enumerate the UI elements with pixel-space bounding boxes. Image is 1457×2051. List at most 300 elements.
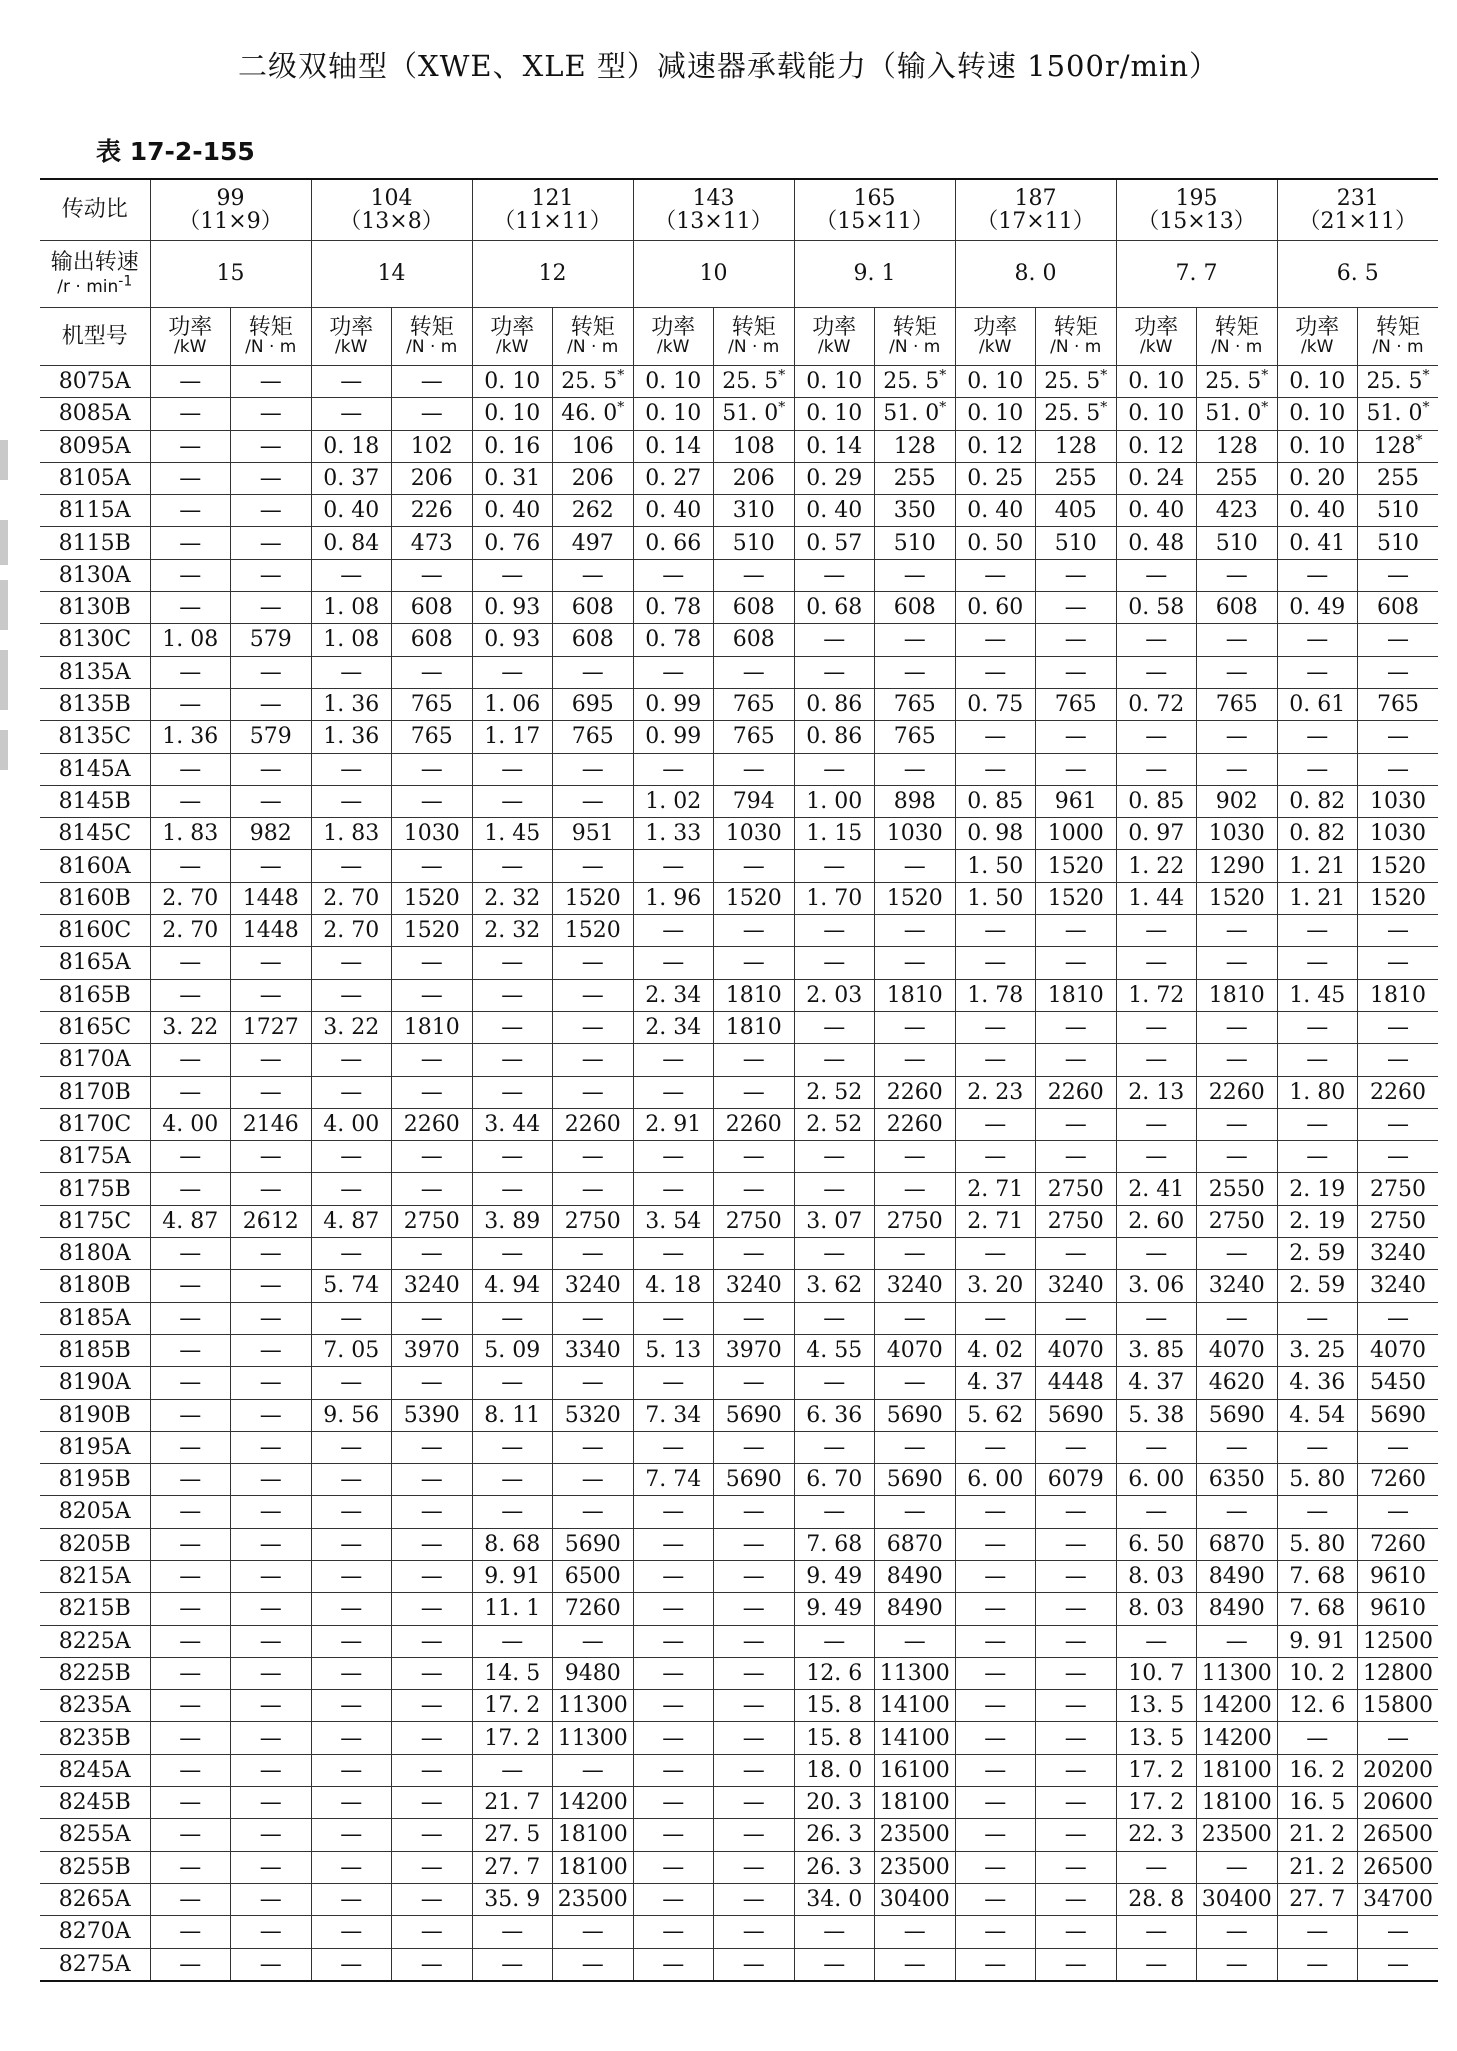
torque-label: 转矩 [409,315,454,341]
torque-value-cell: — [1036,721,1117,753]
torque-value-cell: — [231,1238,312,1270]
speed-unit-exponent: -1 [118,273,133,290]
table-row [40,1141,1438,1173]
torque-value-cell: — [231,1528,312,1560]
torque-value-cell: 1520 [392,882,473,914]
torque-value-cell: 2260 [875,1076,956,1108]
ratio-header-row [40,179,1438,241]
power-value-cell: — [311,1851,392,1883]
torque-value-cell: 11300 [553,1722,634,1754]
power-value-cell: — [1116,1431,1197,1463]
torque-value-cell: — [1036,1883,1117,1915]
torque-value-cell: 18100 [875,1787,956,1819]
power-value-cell: 0. 84 [311,527,392,559]
torque-unit: /N · m [567,337,619,358]
torque-value-cell: 2750 [392,1205,473,1237]
power-value-cell: 2. 52 [794,1108,875,1140]
torque-value-cell: — [553,753,634,785]
torque-value-cell: 6350 [1197,1464,1278,1496]
torque-value-cell: — [231,1173,312,1205]
power-value-cell: 2. 32 [472,915,553,947]
torque-value-cell: — [392,1464,473,1496]
model-number-cell: 8180B [40,1270,150,1302]
ratio-value: 187 [1014,185,1057,211]
power-value-cell: 1. 96 [633,882,714,914]
torque-value-cell: 12800 [1358,1657,1439,1689]
torque-value-cell: 8490 [1197,1593,1278,1625]
torque-value-cell: — [231,1690,312,1722]
power-value-cell: — [955,1657,1036,1689]
power-value-cell: 4. 94 [472,1270,553,1302]
torque-value-cell: — [875,559,956,591]
torque-value-cell: 255 [1197,462,1278,494]
table-number: 表 17-2-155 [96,137,255,166]
power-value-cell: 2. 60 [1116,1205,1197,1237]
torque-value-cell: — [231,1625,312,1657]
torque-value-cell: — [231,527,312,559]
power-value-cell: — [633,1173,714,1205]
power-value-cell: — [633,1819,714,1851]
torque-value-cell: 2260 [1197,1076,1278,1108]
torque-value-cell: 2750 [1036,1173,1117,1205]
page-edge-mark [0,730,8,770]
power-value-cell: — [955,753,1036,785]
power-value-cell: 4. 54 [1277,1399,1358,1431]
torque-value-cell: — [875,1141,956,1173]
ratio-value: 165 [853,185,896,211]
power-value-cell: 1. 15 [794,818,875,850]
torque-value-cell: 25. 5* [1358,366,1439,398]
power-value-cell: — [955,1722,1036,1754]
torque-label: 转矩 [570,315,615,341]
torque-value-cell: — [714,850,795,882]
torque-value-cell: — [875,624,956,656]
power-unit: /kW [1140,337,1173,358]
power-value-cell: 0. 37 [311,462,392,494]
power-value-cell: 1. 36 [311,688,392,720]
power-value-cell: — [1116,1851,1197,1883]
power-value-cell: 0. 58 [1116,592,1197,624]
model-number-cell: 8075A [40,366,150,398]
power-value-cell: 1. 08 [311,592,392,624]
table-row [40,1560,1438,1592]
power-value-cell: 13. 5 [1116,1690,1197,1722]
power-value-cell: 0. 16 [472,430,553,462]
torque-value-cell: 765 [392,688,473,720]
power-value-cell: — [794,1141,875,1173]
torque-value-cell: — [1036,1496,1117,1528]
power-value-cell: 2. 70 [150,882,231,914]
model-number-cell: 8145A [40,753,150,785]
torque-value-cell: 2260 [553,1108,634,1140]
power-value-cell: 0. 68 [794,592,875,624]
power-value-cell: 7. 68 [1277,1593,1358,1625]
ratio-value: 99 [216,185,245,211]
power-value-cell: 2. 70 [150,915,231,947]
torque-value-cell: — [553,1625,634,1657]
power-unit: /kW [496,337,529,358]
power-value-cell: — [1277,1916,1358,1948]
torque-value-cell: — [1197,947,1278,979]
torque-value-cell: 30400 [875,1883,956,1915]
power-value-cell: — [955,1625,1036,1657]
page-title: 二级双轴型（XWE、XLE 型）减速器承载能力（输入转速 1500r/min） [237,49,1220,83]
torque-value-cell: 3240 [553,1270,634,1302]
torque-value-cell: 1030 [392,818,473,850]
model-number-cell: 8135A [40,656,150,688]
torque-value-cell: — [714,1238,795,1270]
power-value-cell: — [1277,1044,1358,1076]
power-value-cell: — [1277,1496,1358,1528]
ratio-value: 231 [1336,185,1379,211]
torque-value-cell: — [1036,1819,1117,1851]
torque-value-cell: — [231,753,312,785]
torque-value-cell: 765 [1358,688,1439,720]
torque-value-cell: — [714,1528,795,1560]
model-number-cell: 8130A [40,559,150,591]
ratio-header-cell [633,179,794,241]
torque-value-cell: 206 [714,462,795,494]
power-value-cell: — [472,1302,553,1334]
table-row [40,1431,1438,1463]
table-row [40,1076,1438,1108]
power-value-cell: — [1116,1141,1197,1173]
power-label: 功率 [168,315,213,341]
torque-value-cell: 5690 [875,1399,956,1431]
power-value-cell: 0. 10 [794,398,875,430]
table-row [40,1334,1438,1366]
torque-value-cell: 23500 [875,1851,956,1883]
power-value-cell: 10. 7 [1116,1657,1197,1689]
torque-value-cell: 8490 [1197,1560,1278,1592]
power-value-cell: 0. 18 [311,430,392,462]
power-value-cell: 1. 22 [1116,850,1197,882]
torque-value-cell: 6870 [875,1528,956,1560]
torque-value-cell: — [231,1464,312,1496]
power-value-cell: — [150,1948,231,1981]
power-value-cell: — [955,1690,1036,1722]
torque-value-cell: — [1197,1108,1278,1140]
torque-value-cell: — [392,559,473,591]
torque-value-cell: — [1197,721,1278,753]
torque-value-cell: 579 [231,624,312,656]
power-value-cell: — [150,1431,231,1463]
table-row [40,1819,1438,1851]
torque-value-cell: — [1358,624,1439,656]
power-value-cell: — [955,1754,1036,1786]
torque-value-cell: — [392,1593,473,1625]
power-value-cell: — [311,1948,392,1981]
torque-value-cell: — [392,850,473,882]
power-value-cell: — [1277,1722,1358,1754]
power-value-cell: — [1116,656,1197,688]
power-value-cell: 9. 49 [794,1560,875,1592]
model-label: 机型号 [40,308,150,366]
model-number-cell: 8145B [40,785,150,817]
model-number-cell: 8235A [40,1690,150,1722]
power-value-cell: 0. 82 [1277,785,1358,817]
power-value-cell: 8. 03 [1116,1560,1197,1592]
torque-value-cell: 128 [1036,430,1117,462]
torque-label: 转矩 [248,315,293,341]
torque-value-cell: — [1197,1011,1278,1043]
torque-value-cell: 262 [553,495,634,527]
table-row [40,818,1438,850]
power-value-cell: — [150,1076,231,1108]
power-value-cell: — [955,1011,1036,1043]
table-row [40,1173,1438,1205]
unit-header-row [40,308,1438,366]
torque-value-cell: 51. 0* [714,398,795,430]
model-number-cell: 8195A [40,1431,150,1463]
power-value-cell: — [633,1560,714,1592]
power-value-cell: 0. 31 [472,462,553,494]
torque-value-cell: 2260 [392,1108,473,1140]
torque-value-cell: — [392,1948,473,1981]
power-value-cell: 12. 6 [1277,1690,1358,1722]
torque-value-cell: 982 [231,818,312,850]
torque-value-cell: — [1358,1496,1439,1528]
power-value-cell: 0. 41 [1277,527,1358,559]
torque-value-cell: — [553,1948,634,1981]
torque-value-cell: — [1358,753,1439,785]
output-speed-cell: 10 [633,241,794,308]
power-value-cell: 5. 13 [633,1334,714,1366]
power-value-cell: — [311,1076,392,1108]
table-row [40,462,1438,494]
power-value-cell: 0. 40 [633,495,714,527]
footnote-mark: * [1261,400,1269,417]
power-value-cell: 0. 99 [633,688,714,720]
ratio-header-cell [1277,179,1438,241]
power-value-cell: 0. 40 [955,495,1036,527]
power-unit: /kW [818,337,851,358]
output-speed-cell: 14 [311,241,472,308]
table-row [40,1916,1438,1948]
torque-value-cell: 18100 [553,1851,634,1883]
torque-value-cell: 11300 [1197,1657,1278,1689]
torque-value-cell: 18100 [1197,1787,1278,1819]
torque-value-cell: — [714,1722,795,1754]
power-value-cell: — [311,656,392,688]
torque-value-cell: — [392,1528,473,1560]
power-value-cell: — [794,1916,875,1948]
torque-value-cell: 255 [1036,462,1117,494]
power-value-cell: — [472,1011,553,1043]
power-value-cell: — [150,1722,231,1754]
power-value-cell: — [1277,1141,1358,1173]
power-value-cell: 0. 14 [794,430,875,462]
power-value-cell: — [1116,721,1197,753]
power-label: 功率 [973,315,1018,341]
torque-value-cell: 1810 [1197,979,1278,1011]
power-value-cell: — [472,1625,553,1657]
power-value-cell: — [311,1754,392,1786]
power-value-cell: — [311,1560,392,1592]
power-value-cell: — [472,1496,553,1528]
power-value-cell: 17. 2 [472,1722,553,1754]
power-value-cell: — [955,1238,1036,1270]
model-number-cell: 8225A [40,1625,150,1657]
power-value-cell: 2. 34 [633,979,714,1011]
power-value-cell: — [150,1173,231,1205]
power-value-cell: — [633,1916,714,1948]
torque-value-cell: 2260 [1036,1076,1117,1108]
torque-value-cell: 1810 [714,1011,795,1043]
torque-value-cell: — [875,1011,956,1043]
torque-value-cell: 2750 [714,1205,795,1237]
power-value-cell: 17. 2 [472,1690,553,1722]
torque-value-cell: 18100 [1197,1754,1278,1786]
torque-value-cell: — [553,850,634,882]
footnote-mark: * [617,367,625,384]
power-value-cell: 1. 33 [633,818,714,850]
torque-value-cell: — [392,1367,473,1399]
table-row [40,1625,1438,1657]
torque-value-cell: 8490 [875,1593,956,1625]
model-number-cell: 8115B [40,527,150,559]
power-value-cell: — [633,1948,714,1981]
torque-value-cell: — [875,1367,956,1399]
model-number-cell: 8215B [40,1593,150,1625]
table-row [40,1657,1438,1689]
power-value-cell: — [311,559,392,591]
torque-value-cell: — [714,947,795,979]
power-value-cell: 0. 48 [1116,527,1197,559]
power-value-cell: — [150,462,231,494]
torque-value-cell: — [231,1819,312,1851]
power-value-cell: 6. 70 [794,1464,875,1496]
power-value-cell: 7. 68 [1277,1560,1358,1592]
torque-value-cell: — [1036,592,1117,624]
power-value-cell: — [311,1722,392,1754]
torque-value-cell: 1520 [1358,882,1439,914]
torque-value-cell: — [231,1496,312,1528]
power-value-cell: 0. 93 [472,592,553,624]
power-value-cell: 28. 8 [1116,1883,1197,1915]
torque-value-cell: — [1358,1916,1439,1948]
power-value-cell: 0. 97 [1116,818,1197,850]
torque-value-cell: — [392,1787,473,1819]
model-number-cell: 8235B [40,1722,150,1754]
ratio-combination: （11×11） [493,209,612,234]
power-value-cell: — [633,1528,714,1560]
power-value-cell: — [1116,1496,1197,1528]
power-value-cell: 16. 5 [1277,1787,1358,1819]
power-value-cell: — [1277,624,1358,656]
power-value-cell: — [794,753,875,785]
model-number-cell: 8215A [40,1560,150,1592]
power-value-cell: — [311,1883,392,1915]
power-value-cell: 26. 3 [794,1819,875,1851]
power-value-cell: 0. 10 [1116,398,1197,430]
table-row [40,1787,1438,1819]
torque-value-cell: 3240 [714,1270,795,1302]
power-value-cell: 1. 08 [150,624,231,656]
torque-value-cell: — [1358,559,1439,591]
power-value-cell: — [150,1528,231,1560]
power-value-cell: 6. 36 [794,1399,875,1431]
power-header-cell [311,308,392,366]
torque-value-cell: 1520 [553,882,634,914]
torque-value-cell: 608 [1358,592,1439,624]
torque-value-cell: — [1358,1108,1439,1140]
power-header-cell [150,308,231,366]
power-value-cell: — [633,559,714,591]
power-value-cell: — [955,1302,1036,1334]
ratio-combination: （15×11） [815,209,934,234]
power-value-cell: — [311,1367,392,1399]
torque-value-cell: — [875,1625,956,1657]
torque-unit: /N · m [406,337,458,358]
power-value-cell: 1. 21 [1277,850,1358,882]
power-value-cell: 1. 70 [794,882,875,914]
power-value-cell: — [311,1431,392,1463]
output-speed-cell: 7. 7 [1116,241,1277,308]
torque-value-cell: 608 [714,592,795,624]
power-unit: /kW [979,337,1012,358]
power-value-cell: — [955,559,1036,591]
power-value-cell: — [150,1334,231,1366]
torque-value-cell: — [231,1431,312,1463]
torque-value-cell: — [1036,1625,1117,1657]
power-value-cell: 13. 5 [1116,1722,1197,1754]
power-value-cell: — [150,850,231,882]
model-number-cell: 8145C [40,818,150,850]
power-value-cell: 0. 86 [794,688,875,720]
torque-value-cell: 1000 [1036,818,1117,850]
ratio-combination: （15×13） [1137,209,1256,234]
torque-value-cell: 14200 [553,1787,634,1819]
model-number-cell: 8245A [40,1754,150,1786]
torque-value-cell: 23500 [1197,1819,1278,1851]
torque-value-cell: — [231,430,312,462]
torque-value-cell: — [1197,1431,1278,1463]
torque-value-cell: — [392,398,473,430]
power-value-cell: 0. 40 [794,495,875,527]
power-value-cell: — [794,656,875,688]
torque-value-cell: — [553,1464,634,1496]
model-number-cell: 8130B [40,592,150,624]
torque-value-cell: — [553,1011,634,1043]
power-value-cell: — [633,1657,714,1689]
torque-value-cell: — [714,1076,795,1108]
torque-value-cell: — [714,1657,795,1689]
model-number-cell: 8205A [40,1496,150,1528]
torque-value-cell: — [553,559,634,591]
power-value-cell: 0. 98 [955,818,1036,850]
torque-value-cell: — [231,495,312,527]
power-value-cell: — [150,592,231,624]
torque-value-cell: 25. 5* [714,366,795,398]
power-value-cell: 1. 45 [1277,979,1358,1011]
torque-value-cell: — [392,1722,473,1754]
torque-value-cell: 5690 [553,1528,634,1560]
power-value-cell: 14. 5 [472,1657,553,1689]
power-value-cell: 0. 72 [1116,688,1197,720]
power-value-cell: 6. 00 [955,1464,1036,1496]
torque-value-cell: — [1197,1044,1278,1076]
model-number-cell: 8175C [40,1205,150,1237]
torque-value-cell: 898 [875,785,956,817]
table-row [40,1270,1438,1302]
power-header-cell [472,308,553,366]
speed-label-text: 输出转速 [50,249,139,275]
torque-value-cell: — [231,1560,312,1592]
power-value-cell: 1. 02 [633,785,714,817]
torque-value-cell: 1520 [1358,850,1439,882]
power-value-cell: — [150,495,231,527]
